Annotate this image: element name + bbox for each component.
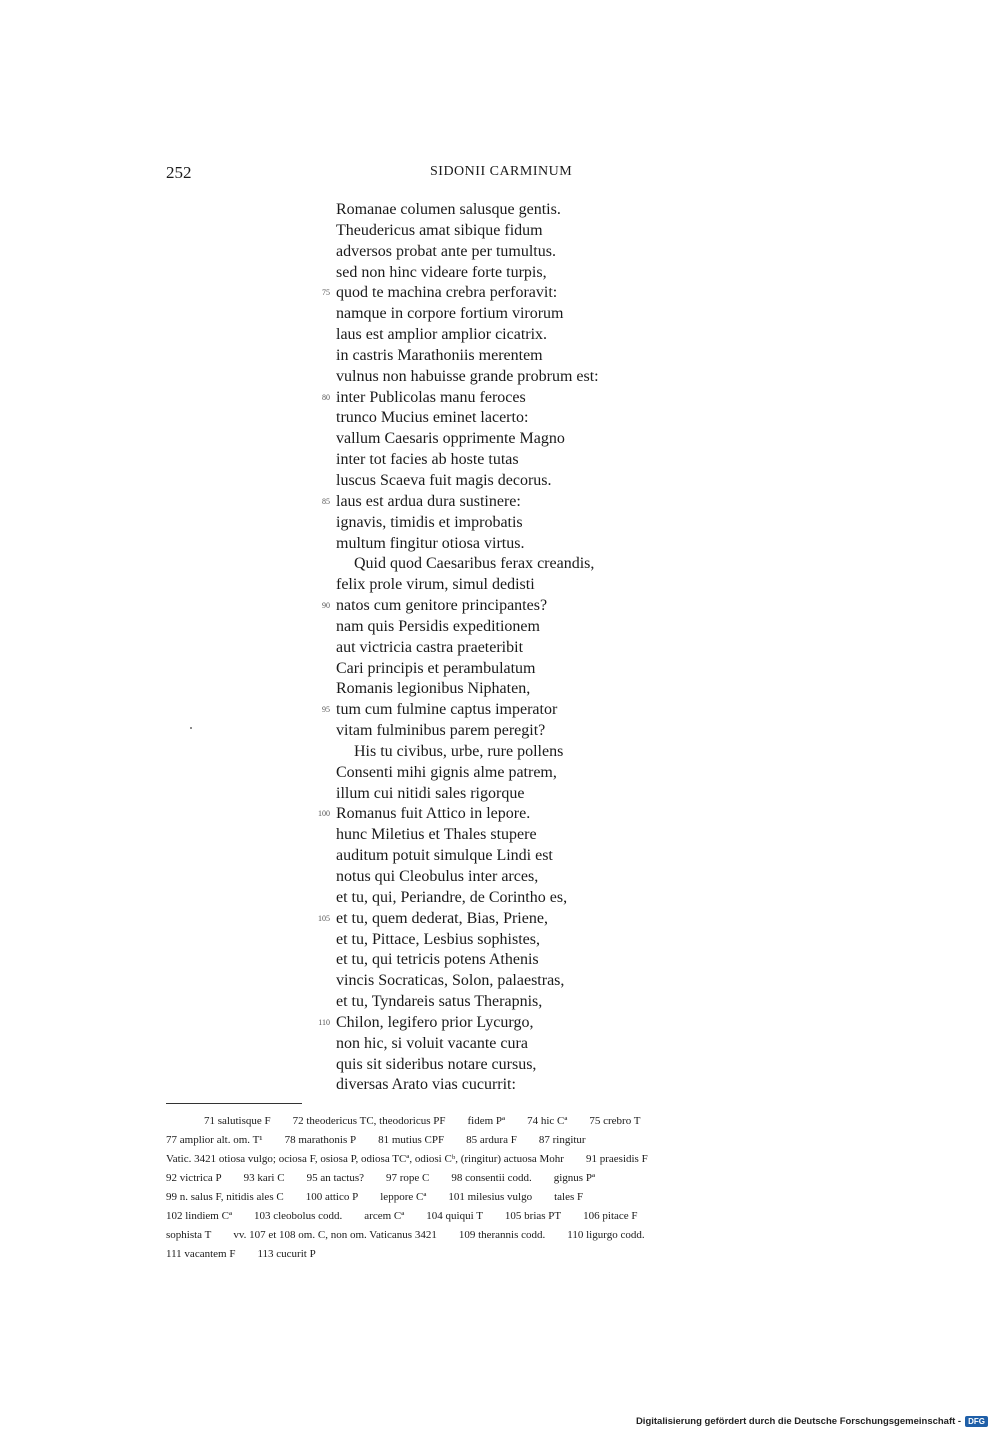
apparatus-note: sophista T <box>166 1229 212 1241</box>
verse-text: laus est ardua dura sustinere: <box>336 492 521 510</box>
apparatus-line <box>166 1150 838 1169</box>
apparatus-note: 104 quiqui T <box>426 1210 483 1222</box>
verse-line <box>336 450 756 471</box>
apparatus-note: 105 brias PT <box>504 1210 562 1222</box>
verse-text: vitam fulminibus parem peregit? <box>336 722 546 740</box>
verse-line <box>336 846 756 867</box>
verse-line <box>336 534 756 555</box>
verse-line <box>336 638 756 659</box>
apparatus-note: 93 kari C <box>243 1172 285 1184</box>
apparatus-note: 81 mutius CPF <box>378 1134 445 1146</box>
verse-text: illum cui nitidi sales rigorque <box>336 784 525 802</box>
verse-line <box>322 596 756 617</box>
apparatus-note: fidem Pª <box>467 1115 506 1127</box>
apparatus-note: vv. 107 et 108 om. C, non om. Vaticanus 3421 <box>233 1229 437 1241</box>
verse-line <box>336 263 756 284</box>
verse-text: Theudericus amat sibique fidum <box>336 221 543 239</box>
apparatus-line <box>166 1226 838 1245</box>
apparatus-note: 78 marathonis P <box>284 1134 357 1146</box>
verse-line <box>336 429 756 450</box>
dfg-logo: DFG <box>965 1416 988 1427</box>
verse-text: felix prole virum, simul dedisti <box>336 576 535 594</box>
verse-number: 75 <box>322 288 330 298</box>
verse-text: tum cum fulmine captus imperator <box>336 701 558 719</box>
apparatus-note: 87 ringitur <box>538 1134 586 1146</box>
verse-text: non hic, si voluit vacante cura <box>336 1034 528 1052</box>
apparatus-note: 103 cleobolus codd. <box>253 1210 343 1222</box>
apparatus-note: gignus Pª <box>553 1172 595 1184</box>
apparatus-note: arcem Cª <box>364 1210 405 1222</box>
verse-text: ignavis, timidis et improbatis <box>336 513 523 531</box>
verse-line <box>322 283 756 304</box>
apparatus-line <box>166 1207 838 1226</box>
apparatus-note: 85 ardura F <box>466 1134 517 1146</box>
verse-number: 110 <box>318 1017 330 1027</box>
page-number: 252 <box>166 163 192 182</box>
verse-text: quod te machina crebra perforavit: <box>336 284 558 302</box>
apparatus-note: 95 an tactus? <box>306 1172 364 1184</box>
verse-text: et tu, quem dederat, Bias, Priene, <box>336 909 548 927</box>
verse-line <box>336 575 756 596</box>
verse-line <box>336 867 756 888</box>
verse-line <box>336 971 756 992</box>
verse-line <box>336 242 756 263</box>
verse-text: inter tot facies ab hoste tutas <box>336 451 519 469</box>
verse-text: Quid quod Caesaribus ferax creandis, <box>354 555 595 573</box>
verse-text: quis sit sideribus notare cursus, <box>336 1055 537 1073</box>
verse-line <box>336 513 756 534</box>
apparatus-note: 110 ligurgo codd. <box>567 1229 645 1241</box>
verse-text: nam quis Persidis expeditionem <box>336 617 540 635</box>
apparatus-note: tales F <box>554 1191 584 1203</box>
verse-line <box>322 700 756 721</box>
verse-text: aut victricia castra praeteribit <box>336 638 524 656</box>
verse-text: Cari principis et perambulatum <box>336 659 536 677</box>
verse-number: 100 <box>318 809 330 819</box>
footnote-rule <box>166 1103 302 1104</box>
verse-line <box>336 888 756 909</box>
apparatus-note: 102 lindiem Cª <box>166 1210 232 1222</box>
verse-line <box>336 825 756 846</box>
verse-number: 80 <box>322 392 330 402</box>
verse-number: 95 <box>322 705 330 715</box>
verse-text: multum fingitur otiosa virtus. <box>336 534 525 552</box>
verse-line <box>336 784 756 805</box>
verse-text: diversas Arato vias cucurrit: <box>336 1076 516 1094</box>
funding-credit-text: Digitalisierung gefördert durch die Deutsche Forschungsgemeinschaft - <box>635 1416 962 1427</box>
verse-line <box>336 325 756 346</box>
apparatus-note: leppore Cª <box>380 1191 427 1203</box>
apparatus-note: 71 salutisque F <box>204 1115 271 1127</box>
verse-number: 85 <box>322 496 330 506</box>
verse-text: Chilon, legifero prior Lycurgo, <box>336 1013 534 1031</box>
apparatus-line <box>166 1112 838 1131</box>
verse-line <box>336 367 756 388</box>
apparatus-note: 98 consentii codd. <box>451 1172 532 1184</box>
verse-line <box>336 617 756 638</box>
verse-line <box>336 346 756 367</box>
verse-line <box>336 721 756 742</box>
apparatus-note: Vatic. 3421 otiosa vulgo; ociosa F, osiosa P, odiosa TCª, odiosi Cᵇ, (ringitur) actuosa Mohr <box>166 1153 564 1165</box>
verse-text: et tu, qui tetricis potens Athenis <box>336 951 539 969</box>
verse-line <box>322 492 756 513</box>
apparatus-line <box>166 1169 838 1188</box>
apparatus-note: 72 theodericus TC, theodoricus PF <box>292 1115 446 1127</box>
verse-line <box>336 742 756 763</box>
apparatus-note: 77 amplior alt. om. T¹ <box>166 1134 263 1146</box>
apparatus-note: 113 cucurit P <box>257 1248 316 1260</box>
verse-text: vallum Caesaris opprimente Magno <box>336 430 565 448</box>
verse-text: et tu, Tyndareis satus Therapnis, <box>336 993 543 1011</box>
verse-number: 105 <box>318 913 330 923</box>
verse-line <box>336 950 756 971</box>
verse-line <box>336 679 756 700</box>
verse-text: hunc Miletius et Thales stupere <box>336 826 537 844</box>
verse-number: 90 <box>322 601 330 611</box>
verse-line <box>318 1013 756 1034</box>
verse-text: Consenti mihi gignis alme patrem, <box>336 763 557 781</box>
apparatus-note: 99 n. salus F, nitidis ales C <box>166 1191 284 1203</box>
page-speck <box>190 727 192 729</box>
apparatus-line <box>166 1131 838 1150</box>
verse-line <box>336 1075 756 1096</box>
apparatus-note: 91 praesidis F <box>585 1153 648 1165</box>
verse-line <box>336 763 756 784</box>
verse-line <box>336 471 756 492</box>
verse-text: et tu, qui, Periandre, de Corintho es, <box>336 888 568 906</box>
apparatus-note: 111 vacantem F <box>166 1248 236 1260</box>
verse-text: in castris Marathoniis merentem <box>336 346 543 364</box>
apparatus-note: 100 attico P <box>305 1191 359 1203</box>
verse-text: notus qui Cleobulus inter arces, <box>336 868 539 885</box>
verse-text: natos cum genitore principantes? <box>336 597 548 615</box>
verse-line <box>336 304 756 325</box>
verse-line <box>336 992 756 1013</box>
verse-line <box>336 408 756 429</box>
apparatus-note: 74 hic Cª <box>527 1115 568 1127</box>
apparatus-note: 92 victrica P <box>166 1172 222 1184</box>
verse-line <box>336 659 756 680</box>
verse-line <box>336 930 756 951</box>
verse-text: adversos probat ante per tumultus. <box>336 242 556 260</box>
verse-text: Romanis legionibus Niphaten, <box>336 680 531 698</box>
verse-text: inter Publicolas manu feroces <box>336 388 526 406</box>
verse-text: His tu civibus, urbe, rure pollens <box>354 742 564 760</box>
verse-text: sed non hinc videare forte turpis, <box>336 263 547 281</box>
verse-text: auditum potuit simulque Lindi est <box>336 847 553 865</box>
verse-text: namque in corpore fortium virorum <box>336 305 564 323</box>
apparatus-note: 109 therannis codd. <box>458 1229 546 1241</box>
funding-credit[interactable] <box>636 1416 988 1427</box>
verse-line <box>336 554 756 575</box>
apparatus-note: 75 crebro T <box>589 1115 641 1127</box>
verse-text: et tu, Pittace, Lesbius sophistes, <box>336 930 540 948</box>
verse-line <box>318 909 756 930</box>
verse-line <box>336 1034 756 1055</box>
apparatus-line <box>166 1245 838 1264</box>
verse-text: vulnus non habuisse grande probrum est: <box>336 367 599 385</box>
verse-text: luscus Scaeva fuit magis decorus. <box>336 471 552 489</box>
verse-line <box>336 1055 756 1076</box>
verse-text: vincis Socraticas, Solon, palaestras, <box>336 972 565 990</box>
critical-apparatus <box>166 1112 838 1264</box>
verse-line <box>336 221 756 242</box>
verse-text: Romanus fuit Attico in lepore. <box>336 805 531 823</box>
verse-text: trunco Mucius eminet lacerto: <box>336 409 529 427</box>
apparatus-note: 97 rope C <box>386 1172 430 1184</box>
apparatus-note: 106 pitace F <box>583 1210 638 1222</box>
verse-line <box>336 200 756 221</box>
verse-text: Romanae columen salusque gentis. <box>336 201 561 218</box>
running-title: SIDONII CARMINUM <box>430 164 573 179</box>
verse-line <box>322 388 756 409</box>
apparatus-line <box>166 1188 838 1207</box>
verse-text: laus est amplior amplior cicatrix. <box>336 326 548 344</box>
poem-text <box>318 200 756 1096</box>
apparatus-note: 101 milesius vulgo <box>448 1191 533 1203</box>
verse-line <box>318 804 756 825</box>
